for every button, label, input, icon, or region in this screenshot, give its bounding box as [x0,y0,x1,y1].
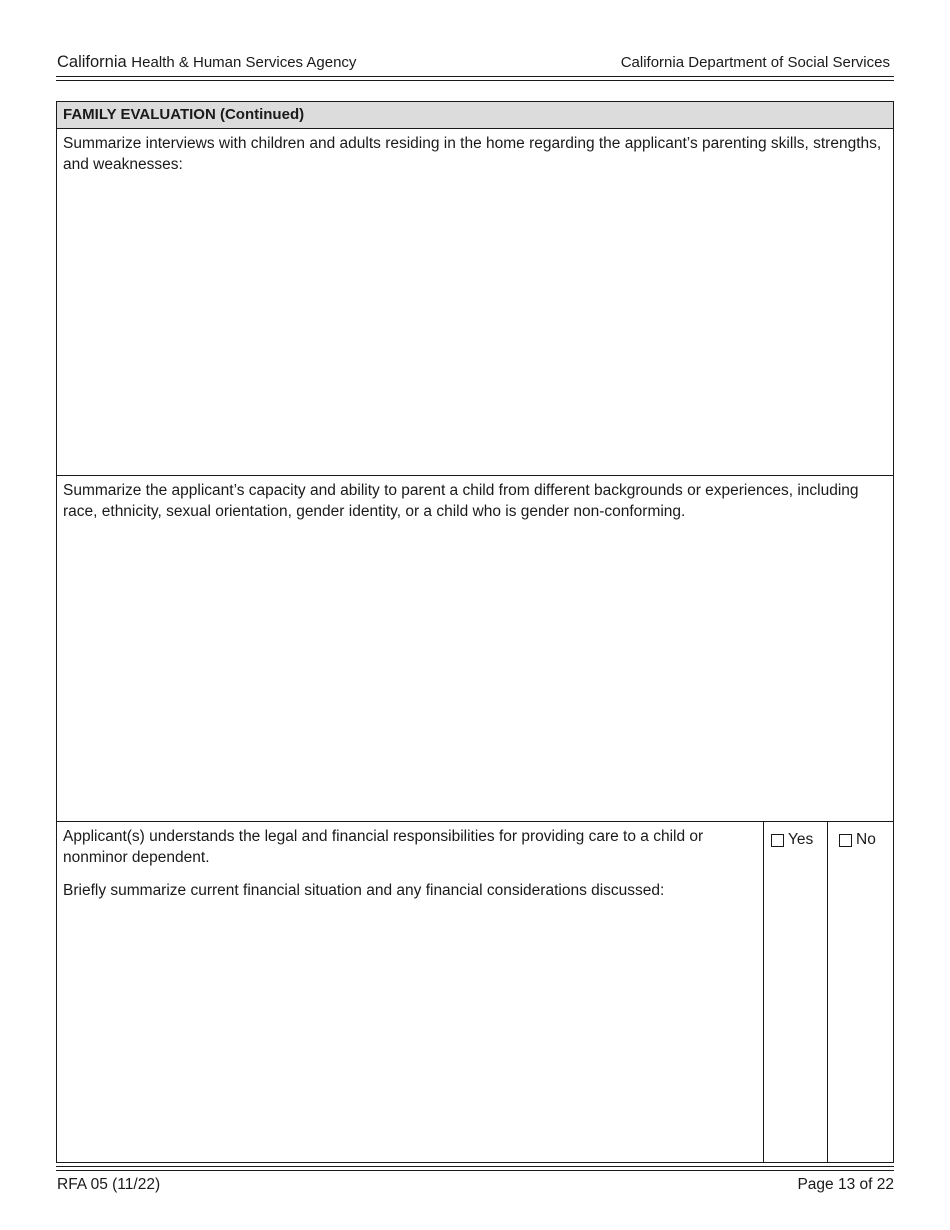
no-label: No [856,831,876,848]
header-rule-top [56,76,894,77]
responsibilities-prompt: Applicant(s) understands the legal and financial responsibilities for providing care to a child or nonminor dependent. [63,828,704,866]
department-header: California Department of Social Services [620,54,890,71]
family-evaluation-form [56,101,894,1163]
checkbox-no-box[interactable] [839,834,852,847]
no-checkbox[interactable] [839,831,876,849]
footer-rule-top [56,1166,894,1167]
checkbox-yes-box[interactable] [771,834,784,847]
agency-prefix: California [57,53,127,71]
page-number: Page 13 of 22 [797,1176,894,1193]
agency-suffix: Health & Human Services Agency [131,54,357,71]
section-title: FAMILY EVALUATION (Continued) [63,106,305,123]
yes-column-divider [763,822,764,1162]
capacity-prompt: Summarize the applicant’s capacity and ability to parent a child from different backgrounds or experiences, including race, ethnicity, sexual orientation, gender identity, or a child who is gender non-conforming. [63,482,859,520]
header-rule-bottom [56,80,894,81]
financial-prompt: Briefly summarize current financial situation and any financial considerations discussed: [63,882,665,899]
agency-header [57,53,356,72]
form-id: RFA 05 (11/22) [57,1176,161,1193]
section-title-bar [57,102,893,129]
footer-rule-bottom [56,1170,894,1171]
yes-label: Yes [788,831,814,848]
interviews-prompt: Summarize interviews with children and adults residing in the home regarding the applicant’s parenting skills, strengths, and weaknesses: [63,135,882,173]
yes-checkbox[interactable] [771,831,813,849]
financial-section [57,822,893,1162]
financial-summary-field[interactable] [63,880,758,901]
no-column-divider [827,822,828,1162]
capacity-field[interactable] [57,476,893,822]
interviews-field[interactable] [57,129,893,476]
